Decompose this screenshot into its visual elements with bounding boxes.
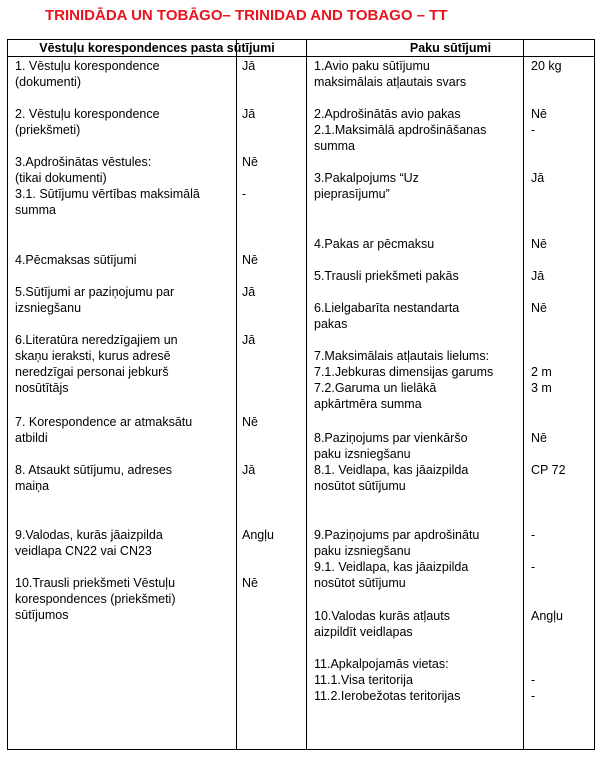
letter-item-value: Nē — [242, 253, 258, 267]
letter-item-label: 1. Vēstuļu korespondence (dokumenti) — [15, 59, 160, 89]
services-table — [7, 39, 595, 750]
parcel-item-label: 2.1.Maksimālā apdrošināšanas summa — [314, 123, 487, 153]
parcel-item-label: 1.Avio paku sūtījumu maksimālais atļautais svars — [314, 59, 467, 89]
parcel-item-value: Nē — [531, 237, 547, 251]
letter-item-label: 10.Trausli priekšmeti Vēstuļu korespondences (priekšmeti) sūtījumos — [15, 576, 176, 622]
parcel-item-label: 9.1. Veidlapa, kas jāaizpilda nosūtot sūtījumu — [314, 560, 469, 590]
parcel-item-label: 8.Paziņojums par vienkāršo paku izsniegšanu — [314, 431, 468, 461]
letter-item-label: 3.Apdrošinātas vēstules: (tikai dokumenti) — [15, 155, 152, 185]
parcel-item-label: 3.Pakalpojums “Uz pieprasījumu” — [314, 171, 419, 201]
parcel-item-label: 2.Apdrošinātās avio pakas — [314, 107, 461, 121]
parcel-item-label: 11.1.Visa teritorija — [314, 673, 413, 687]
letter-item-value: Jā — [242, 107, 256, 121]
letter-item-label: 2. Vēstuļu korespondence (priekšmeti) — [15, 107, 160, 137]
letter-item-value: - — [242, 187, 247, 201]
parcel-item-label: 10.Valodas kurās atļauts aizpildīt veidlapas — [314, 609, 450, 639]
letter-item-label: 4.Pēcmaksas sūtījumi — [15, 253, 137, 267]
letter-item-value: Angļu — [242, 528, 274, 542]
letter-item-label: 3.1. Sūtījumu vērtības maksimālā summa — [15, 187, 200, 217]
parcel-item-label: 7.1.Jebkuras dimensijas garums — [314, 365, 494, 379]
parcel-item-label: 11.Apkalpojamās vietas: — [314, 657, 449, 671]
parcel-item-value: Jā — [531, 269, 545, 283]
parcel-item-value: 2 m — [531, 365, 552, 379]
parcel-item-value: - — [531, 528, 536, 542]
parcel-item-value: Jā — [531, 171, 545, 185]
parcel-item-value: Nē — [531, 107, 547, 121]
column-divider — [236, 40, 237, 749]
parcel-item-value: - — [531, 123, 536, 137]
parcel-item-value: Nē — [531, 301, 547, 315]
letter-item-label: 7. Korespondence ar atmaksātu atbildi — [15, 415, 193, 445]
column-divider — [306, 40, 307, 749]
letter-item-value: Nē — [242, 155, 258, 169]
parcel-item-label: 5.Trausli priekšmeti pakās — [314, 269, 459, 283]
parcel-item-label: 6.Lielgabarīta nestandarta pakas — [314, 301, 460, 331]
column-divider — [523, 40, 524, 749]
letter-item-value: Nē — [242, 576, 258, 590]
letter-item-label: 6.Literatūra neredzīgajiem un skaņu ieraksti, kurus adresē neredzīgai personai jebkurš nosūtītājs — [15, 333, 178, 395]
parcel-item-label: 8.1. Veidlapa, kas jāaizpilda nosūtot sūtījumu — [314, 463, 469, 493]
letter-item-label: 9.Valodas, kurās jāaizpilda veidlapa CN22 vai CN23 — [15, 528, 163, 558]
parcel-item-label: 4.Pakas ar pēcmaksu — [314, 237, 435, 251]
letter-item-label: 8. Atsaukt sūtījumu, adreses maiņa — [15, 463, 173, 493]
parcel-item-label: 7.Maksimālais atļautais lielums: — [314, 349, 490, 363]
parcel-item-label: 9.Paziņojums par apdrošinātu paku izsniegšanu — [314, 528, 480, 558]
parcel-item-value: Angļu — [531, 609, 563, 623]
letter-item-value: Jā — [242, 285, 256, 299]
parcel-item-value: - — [531, 560, 536, 574]
letter-item-value: Jā — [242, 59, 256, 73]
header-parcels: Paku sūtījumi — [409, 41, 492, 55]
parcel-item-value: Nē — [531, 431, 547, 445]
letter-item-value: Nē — [242, 415, 258, 429]
parcel-item-value: - — [531, 673, 536, 687]
letter-item-label: 5.Sūtījumi ar paziņojumu par izsniegšanu — [15, 285, 175, 315]
letter-item-value: Jā — [242, 333, 256, 347]
parcel-item-label: 11.2.Ierobežotas teritorijas — [314, 689, 461, 703]
header-letter-mail: Vēstuļu korespondences pasta sūtījumi — [39, 41, 275, 55]
parcel-item-value: 20 kg — [531, 59, 562, 73]
parcel-item-value: - — [531, 689, 536, 703]
parcel-item-value: 3 m — [531, 381, 552, 395]
page-title: TRINIDĀDA UN TOBĀGO– TRINIDAD AND TOBAGO – TT — [45, 7, 448, 24]
parcel-item-label: 7.2.Garuma un lielākā apkārtmēra summa — [314, 381, 437, 411]
letter-item-value: Jā — [242, 463, 256, 477]
parcel-item-value: CP 72 — [531, 463, 566, 477]
header-divider — [8, 56, 594, 57]
